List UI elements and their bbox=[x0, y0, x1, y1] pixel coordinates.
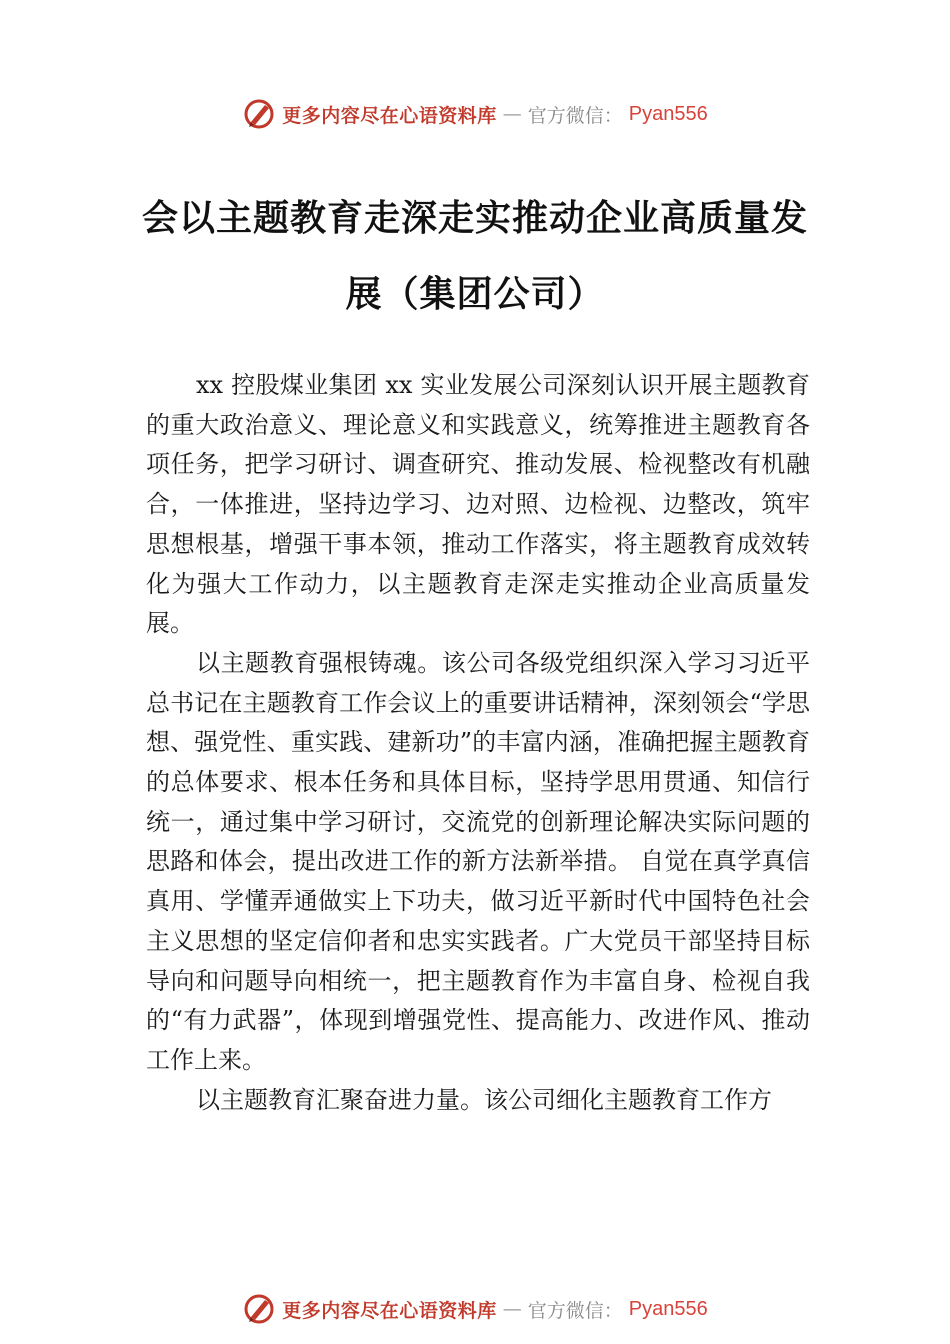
pen-logo-icon bbox=[242, 97, 276, 131]
header-brand-text: 更多内容尽在心语资料库 bbox=[282, 104, 497, 127]
pen-logo-icon bbox=[242, 1292, 276, 1326]
footer-dash: — bbox=[502, 1298, 522, 1320]
body-paragraph-3: 以主题教育汇聚奋进力量。该公司细化主题教育工作方 bbox=[196, 1085, 772, 1114]
body-paragraph-2: 以主题教育强根铸魂。该公司各级党组织深入学习习近平总书记在主题教育工作会议上的重要讲话精神，深刻领会“学思想、强党性、重实践、建新功”的丰富内涵，准确把握主题教育的总体要求、根本任务和具体目标，坚持学思用贯通、知信行统一，通过集中学习研讨，交流党的创新理论解决实际问题的思路和体会，提出改进工作的新方法新举措。 自觉在真学真信真用、学懂弄通做实上下功夫，做习近平新时代中国特色社会主义思想的坚定信仰者和忠实实践者。广大党员干部坚持目标导向和问题导向相统一，把主题教育作为丰富自身、检视自我的“有力武器”，体现到增强党性、提高能力、改进作风、推动工作上来。 bbox=[146, 648, 810, 1074]
header-wechat-id: Pyan556 bbox=[628, 102, 708, 125]
document-title-line-1: 会以主题教育走深走实推动企业高质量发 bbox=[141, 197, 808, 239]
footer-brand-text: 更多内容尽在心语资料库 bbox=[282, 1299, 497, 1322]
header-dash: — bbox=[502, 103, 522, 125]
header-wechat-label: 官方微信： bbox=[527, 104, 623, 127]
document-body bbox=[146, 366, 810, 1120]
header-watermark-banner bbox=[0, 94, 950, 134]
footer-wechat-id: Pyan556 bbox=[628, 1297, 708, 1320]
footer-wechat-label: 官方微信： bbox=[527, 1299, 623, 1322]
footer-watermark-banner bbox=[0, 1289, 950, 1329]
document-title-line-2: 展（集团公司） bbox=[345, 273, 605, 315]
body-paragraph-1: xx 控股煤业集团 xx 实业发展公司深刻认识开展主题教育的重大政治意义、理论意义和实践意义，统筹推进主题教育各项任务，把学习研讨、调查研究、推动发展、检视整改有机融合，一体推进，坚持边学习、边对照、边检视、边整改，筑牢思想根基，增强干事本领，推动工作落实，将主题教育成效转化为强大工作动力，以主题教育走深走实推动企业高质量发展。 bbox=[146, 371, 810, 638]
